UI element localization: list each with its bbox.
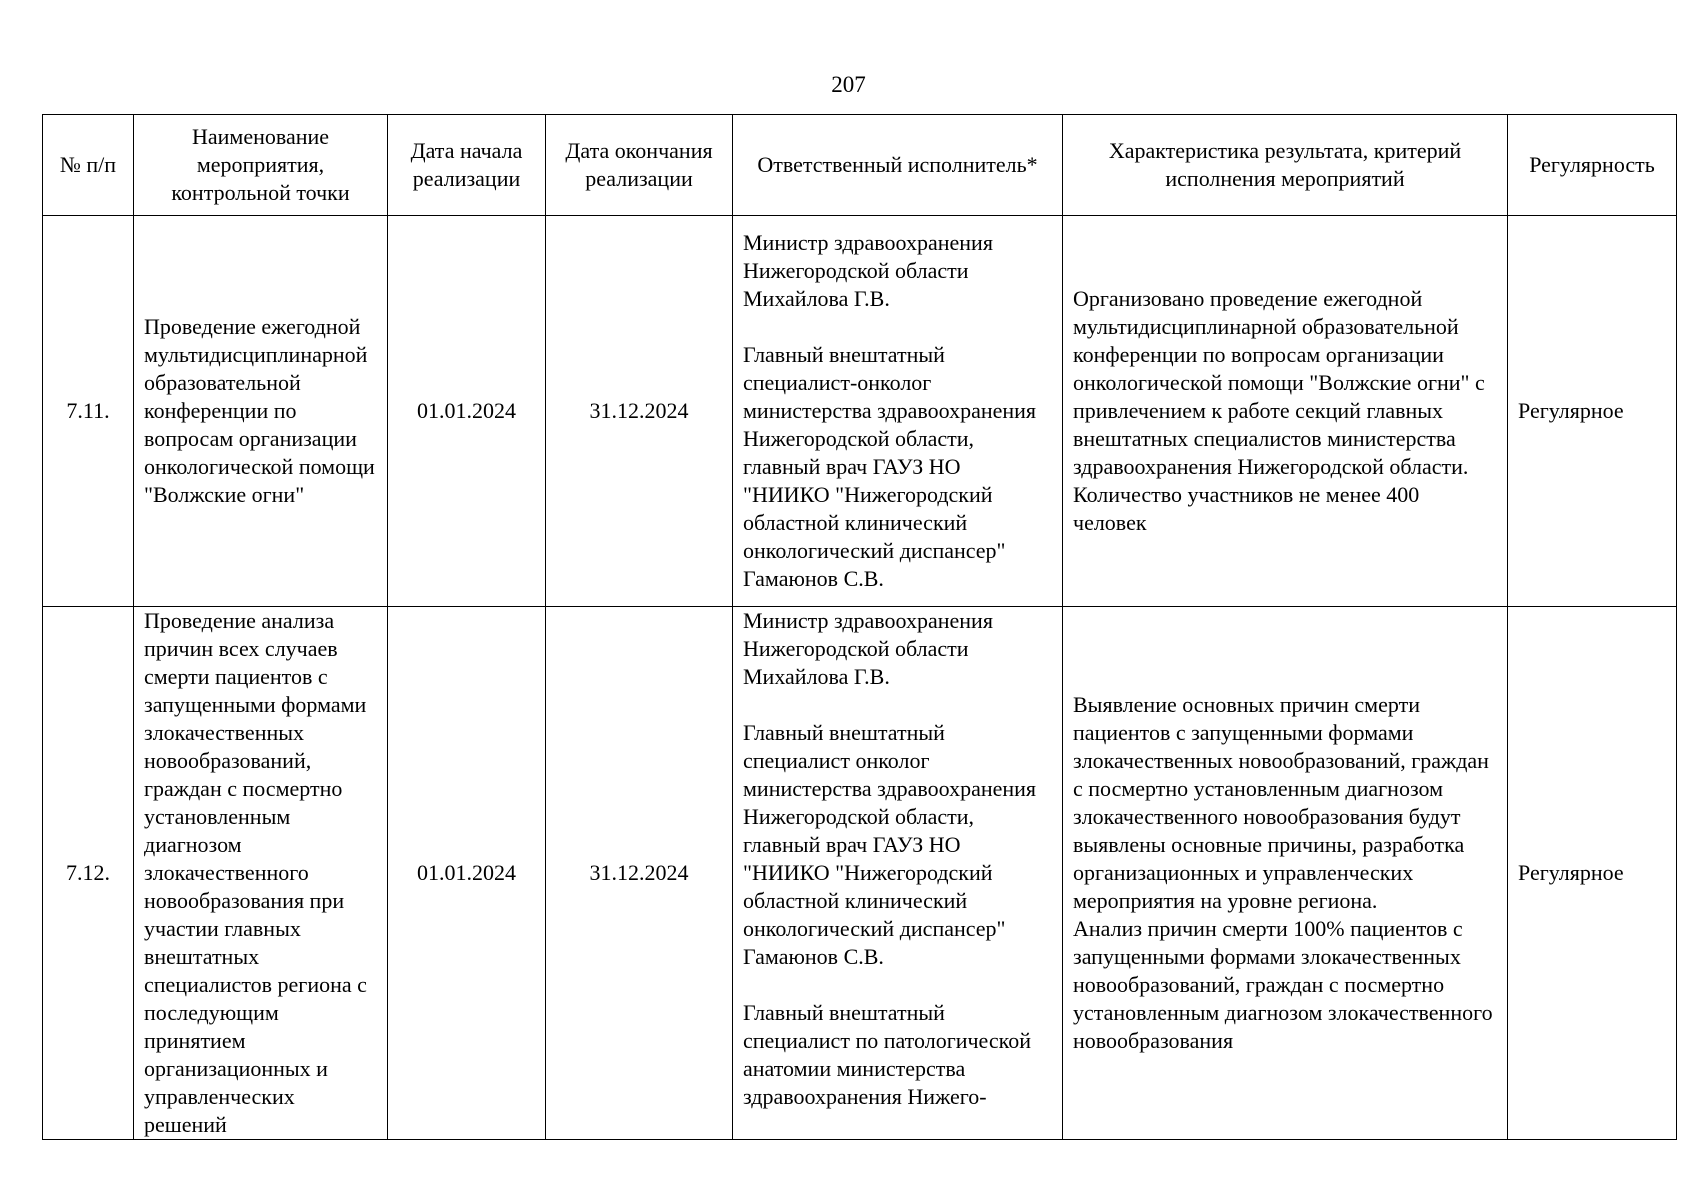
row-result: Выявление основных причин смерти пациентов с запущенными формами злокачественных новообразований, граждан с посмертно установленным диагнозом злокачественного новообразования будут выявлены основные причины, разработка организационных и управленческих мероприятия на уровне региона. Анализ причин смерти 100% пациентов с запущенными формами злокачественных новообразований, граждан с посмертно установленным диагнозом злокачественного новообразования bbox=[1063, 607, 1508, 1140]
table-row bbox=[43, 216, 1677, 607]
header-end-date: Дата окончания реализации bbox=[546, 115, 733, 216]
row-start-date: 01.01.2024 bbox=[388, 216, 546, 607]
table-header-row bbox=[43, 115, 1677, 216]
row-name: Проведение анализа причин всех случаев смерти пациентов с запущенными формами злокачественных новообразований, граждан с посмертно установленным диагнозом злокачественного новообразования при участии главных внештатных специалистов региона с последующим принятием организационных и управленческих решений bbox=[134, 607, 388, 1140]
action-plan-table bbox=[42, 114, 1677, 1140]
header-result: Характеристика результата, критерий исполнения мероприятий bbox=[1063, 115, 1508, 216]
header-number: № п/п bbox=[43, 115, 134, 216]
row-regularity: Регулярное bbox=[1508, 216, 1677, 607]
header-start-date: Дата начала реализации bbox=[388, 115, 546, 216]
row-end-date: 31.12.2024 bbox=[546, 607, 733, 1140]
page-number: 207 bbox=[831, 72, 866, 97]
row-responsible: Министр здравоохранения Нижегородской области Михайлова Г.В. Главный внештатный специалист-онколог министерства здравоохранения Нижегородской области, главный врач ГАУЗ НО "НИИКО "Нижегородский областной клинический онкологический диспансер" Гамаюнов С.В. bbox=[733, 216, 1063, 607]
header-responsible: Ответственный исполнитель* bbox=[733, 115, 1063, 216]
row-responsible: Министр здравоохранения Нижегородской области Михайлова Г.В. Главный внештатный специалист онколог министерства здравоохранения Нижегородской области, главный врач ГАУЗ НО "НИИКО "Нижегородский областной клинический онкологический диспансер" Гамаюнов С.В. Главный внештатный специалист по патологической анатомии министерства здравоохранения Нижего- bbox=[733, 607, 1063, 1140]
row-name: Проведение ежегодной мультидисциплинарной образовательной конференции по вопросам организации онкологической помощи "Волжские огни" bbox=[134, 216, 388, 607]
row-number: 7.12. bbox=[43, 607, 134, 1140]
row-start-date: 01.01.2024 bbox=[388, 607, 546, 1140]
row-regularity: Регулярное bbox=[1508, 607, 1677, 1140]
row-number: 7.11. bbox=[43, 216, 134, 607]
row-end-date: 31.12.2024 bbox=[546, 216, 733, 607]
table-row bbox=[43, 607, 1677, 1140]
header-regularity: Регулярность bbox=[1508, 115, 1677, 216]
row-result: Организовано проведение ежегодной мультидисциплинарной образовательной конференции по вопросам организации онкологической помощи "Волжские огни" с привлечением к работе секций главных внештатных специалистов министерства здравоохранения Нижегородской области. Количество участников не менее 400 человек bbox=[1063, 216, 1508, 607]
header-name: Наименование мероприятия, контрольной точки bbox=[134, 115, 388, 216]
